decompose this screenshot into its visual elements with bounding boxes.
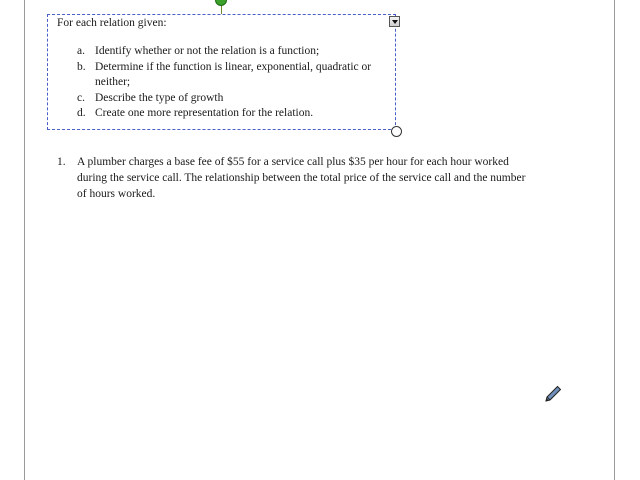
list-item-letter: d.	[77, 107, 86, 119]
pencil-cursor-icon	[543, 384, 563, 404]
rotate-handle-icon[interactable]	[215, 0, 227, 6]
list-item	[57, 106, 387, 122]
list-item-text: Identify whether or not the relation is a function;	[95, 45, 320, 57]
list-item	[57, 91, 387, 107]
list-item-letter: b.	[77, 60, 86, 73]
list-item-text: Describe the type of growth	[95, 91, 224, 104]
page-right-edge	[614, 0, 615, 480]
list-item-text: Determine if the function is linear, exponential, quadratic or neither;	[95, 60, 372, 88]
page-left-edge	[24, 0, 25, 480]
resize-handle-icon[interactable]	[391, 126, 402, 137]
problem-1[interactable]	[57, 154, 537, 202]
problem-text: A plumber charges a base fee of $55 for a service call plus $35 per hour for each hour worked during the service call. The relationship between the total price of the service call and the number of hours worked.	[77, 156, 526, 200]
list-item	[57, 60, 387, 91]
list-item-letter: c.	[77, 91, 85, 104]
instruction-list	[57, 44, 387, 122]
chevron-down-icon[interactable]	[389, 16, 400, 27]
list-item	[57, 44, 387, 60]
list-item-letter: a.	[77, 45, 85, 57]
problem-number: 1.	[57, 156, 66, 168]
textbox-intro: For each relation given:	[57, 17, 167, 29]
list-item-text: Create one more representation for the relation.	[95, 107, 314, 119]
